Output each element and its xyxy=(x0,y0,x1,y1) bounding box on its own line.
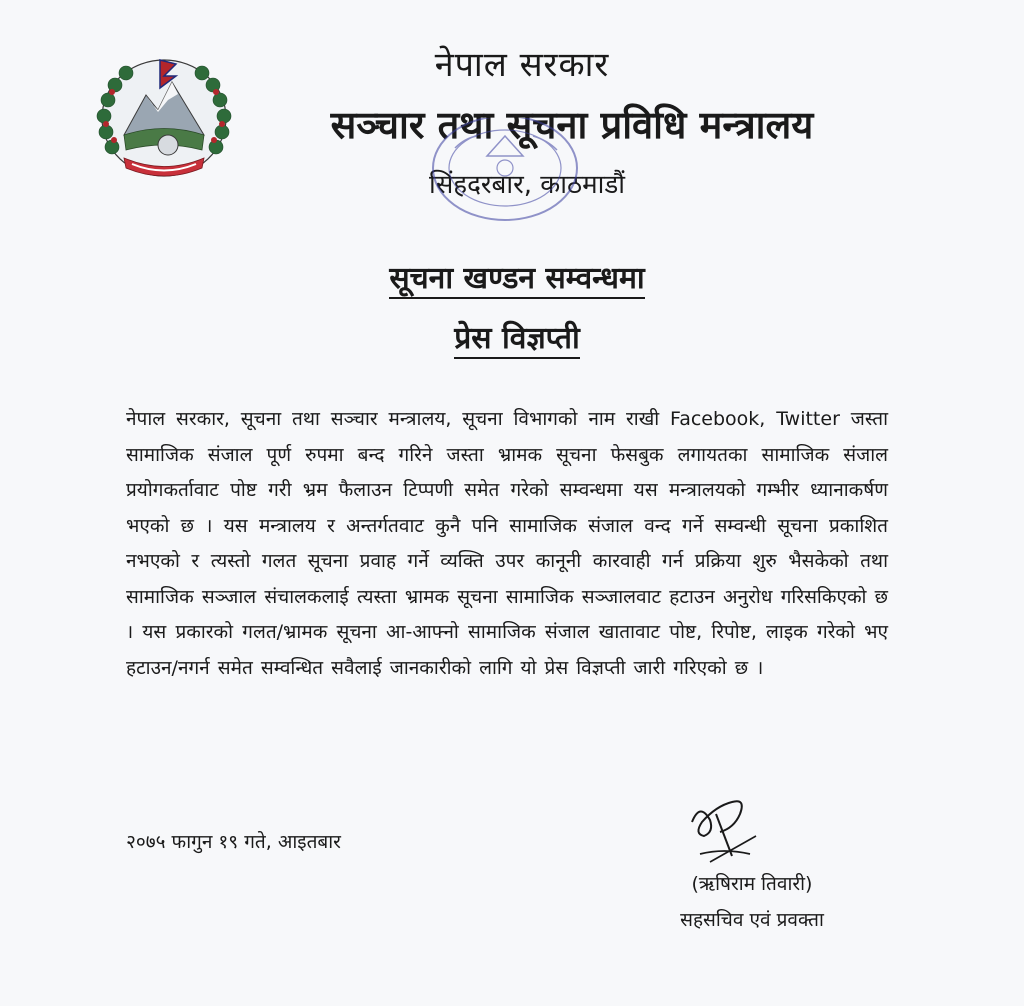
notice-title-line1-text: सूचना खण्डन सम्वन्धमा xyxy=(389,261,644,299)
notice-title-line2-text: प्रेस विज्ञप्ती xyxy=(454,321,580,359)
government-heading: नेपाल सरकार xyxy=(434,45,610,85)
notice-title-line1 xyxy=(0,256,1024,297)
location-heading: सिंहदरबार, काठमाडौं xyxy=(428,170,626,200)
signature-icon xyxy=(680,792,770,872)
signatory-title: सहसचिव एवं प्रवक्ता xyxy=(680,909,824,931)
official-stamp-icon xyxy=(425,118,585,233)
signatory-name: (ऋषिराम तिवारी) xyxy=(691,873,813,895)
notice-date: २०७५ फागुन १९ गते, आइतबार xyxy=(126,831,341,853)
notice-title-line2 xyxy=(0,316,1024,357)
notice-body: नेपाल सरकार, सूचना तथा सञ्चार मन्त्रालय, सूचना विभागको नाम राखी Facebook, Twitter जस्ता सामाजिक संजाल पूर्ण रुपमा बन्द गरिने जस्ता भ्रामक सूचना फेसबुक लगायतका सामाजिक संजाल प्रयोगकर्तावाट पोष्ट गरी भ्रम फैलाउन टिप्पणी समेत गरेको सम्वन्धमा यस मन्त्रालयको गम्भीर ध्यानाकर्षण भएको छ । यस मन्त्रालय र अन्तर्गतवाट कुनै पनि सामाजिक संजाल वन्द गर्ने सम्वन्धी सूचना प्रकाशित नभएको र त्यस्तो गलत सूचना प्रवाह गर्ने व्यक्ति उपर कानूनी कारवाही गर्न प्रक्रिया शुरु भैसकेको तथा सामाजिक सञ्जाल संचालकलाई त्यस्ता भ्रामक सूचना सामाजिक सञ्जालवाट हटाउन अनुरोध गरिसकिएको छ । यस प्रकारको गलत/भ्रामक सूचना आ-आफ्नो सामाजिक संजाल खातावाट पोष्ट, रिपोष्ट, लाइक गरेको भए हटाउन/नगर्न समेत सम्वन्धित सवैलाई जानकारीको लागि यो प्रेस विज्ञप्ती जारी गरिएको छ । xyxy=(126,408,888,679)
ministry-heading: सञ्चार तथा सूचना प्रविधि मन्त्रालय xyxy=(330,103,814,147)
